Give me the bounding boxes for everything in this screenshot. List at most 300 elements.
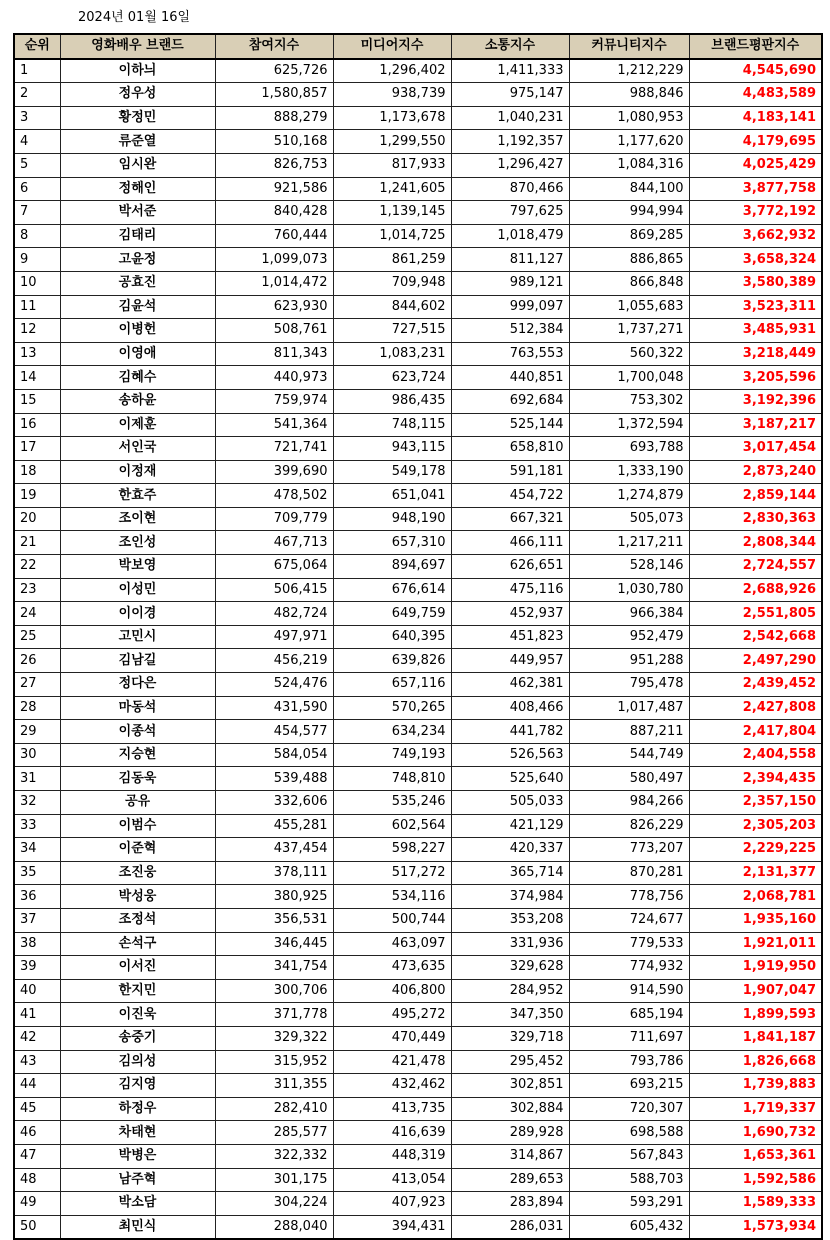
media-cell: 407,923 bbox=[333, 1192, 451, 1216]
reputation-score-cell: 3,017,454 bbox=[689, 437, 822, 461]
communication-cell: 512,384 bbox=[451, 319, 569, 343]
table-row bbox=[14, 743, 822, 767]
communication-cell: 374,984 bbox=[451, 885, 569, 909]
media-cell: 416,639 bbox=[333, 1121, 451, 1145]
rank-cell: 32 bbox=[14, 791, 60, 815]
participation-cell: 329,322 bbox=[215, 1026, 333, 1050]
actor-name-cell: 이서진 bbox=[60, 956, 215, 980]
rank-cell: 49 bbox=[14, 1192, 60, 1216]
table-row bbox=[14, 885, 822, 909]
table-row bbox=[14, 1074, 822, 1098]
table-row bbox=[14, 908, 822, 932]
actor-name-cell: 정다은 bbox=[60, 673, 215, 697]
actor-name-cell: 김윤석 bbox=[60, 295, 215, 319]
participation-cell: 506,415 bbox=[215, 578, 333, 602]
table-row bbox=[14, 484, 822, 508]
rank-cell: 15 bbox=[14, 389, 60, 413]
actor-name-cell: 서인국 bbox=[60, 437, 215, 461]
rank-cell: 24 bbox=[14, 602, 60, 626]
participation-cell: 341,754 bbox=[215, 956, 333, 980]
community-cell: 1,217,211 bbox=[569, 531, 689, 555]
header-rank: 순위 bbox=[14, 34, 60, 59]
community-cell: 984,266 bbox=[569, 791, 689, 815]
rank-cell: 20 bbox=[14, 507, 60, 531]
media-cell: 948,190 bbox=[333, 507, 451, 531]
rank-cell: 23 bbox=[14, 578, 60, 602]
reputation-score-cell: 1,690,732 bbox=[689, 1121, 822, 1145]
rank-cell: 18 bbox=[14, 460, 60, 484]
rank-cell: 30 bbox=[14, 743, 60, 767]
community-cell: 693,788 bbox=[569, 437, 689, 461]
rank-cell: 47 bbox=[14, 1144, 60, 1168]
community-cell: 685,194 bbox=[569, 1003, 689, 1027]
reputation-score-cell: 3,523,311 bbox=[689, 295, 822, 319]
participation-cell: 440,973 bbox=[215, 366, 333, 390]
participation-cell: 371,778 bbox=[215, 1003, 333, 1027]
rank-cell: 17 bbox=[14, 437, 60, 461]
community-cell: 1,030,780 bbox=[569, 578, 689, 602]
reputation-score-cell: 1,589,333 bbox=[689, 1192, 822, 1216]
reputation-score-cell: 2,542,668 bbox=[689, 625, 822, 649]
table-row bbox=[14, 696, 822, 720]
media-cell: 640,395 bbox=[333, 625, 451, 649]
communication-cell: 525,640 bbox=[451, 767, 569, 791]
communication-cell: 989,121 bbox=[451, 271, 569, 295]
community-cell: 952,479 bbox=[569, 625, 689, 649]
rank-cell: 26 bbox=[14, 649, 60, 673]
rank-cell: 21 bbox=[14, 531, 60, 555]
reputation-score-cell: 3,187,217 bbox=[689, 413, 822, 437]
rank-cell: 10 bbox=[14, 271, 60, 295]
table-row bbox=[14, 342, 822, 366]
community-cell: 1,700,048 bbox=[569, 366, 689, 390]
rank-cell: 22 bbox=[14, 555, 60, 579]
participation-cell: 380,925 bbox=[215, 885, 333, 909]
actor-name-cell: 이제훈 bbox=[60, 413, 215, 437]
reputation-score-cell: 3,218,449 bbox=[689, 342, 822, 366]
rank-cell: 19 bbox=[14, 484, 60, 508]
rank-cell: 29 bbox=[14, 720, 60, 744]
participation-cell: 478,502 bbox=[215, 484, 333, 508]
communication-cell: 526,563 bbox=[451, 743, 569, 767]
reputation-score-cell: 1,921,011 bbox=[689, 932, 822, 956]
table-body bbox=[14, 59, 822, 1240]
reputation-score-cell: 2,873,240 bbox=[689, 460, 822, 484]
actor-name-cell: 김태리 bbox=[60, 224, 215, 248]
rank-cell: 14 bbox=[14, 366, 60, 390]
media-cell: 517,272 bbox=[333, 861, 451, 885]
rank-cell: 39 bbox=[14, 956, 60, 980]
community-cell: 711,697 bbox=[569, 1026, 689, 1050]
community-cell: 1,080,953 bbox=[569, 106, 689, 130]
reputation-score-cell: 1,935,160 bbox=[689, 908, 822, 932]
community-cell: 588,703 bbox=[569, 1168, 689, 1192]
reputation-score-cell: 2,394,435 bbox=[689, 767, 822, 791]
communication-cell: 505,033 bbox=[451, 791, 569, 815]
participation-cell: 759,974 bbox=[215, 389, 333, 413]
media-cell: 634,234 bbox=[333, 720, 451, 744]
rank-cell: 7 bbox=[14, 201, 60, 225]
table-row bbox=[14, 861, 822, 885]
table-row bbox=[14, 1003, 822, 1027]
participation-cell: 508,761 bbox=[215, 319, 333, 343]
header-communication: 소통지수 bbox=[451, 34, 569, 59]
community-cell: 1,737,271 bbox=[569, 319, 689, 343]
community-cell: 795,478 bbox=[569, 673, 689, 697]
communication-cell: 295,452 bbox=[451, 1050, 569, 1074]
participation-cell: 625,726 bbox=[215, 59, 333, 83]
communication-cell: 451,823 bbox=[451, 625, 569, 649]
table-row bbox=[14, 720, 822, 744]
participation-cell: 322,332 bbox=[215, 1144, 333, 1168]
media-cell: 727,515 bbox=[333, 319, 451, 343]
participation-cell: 888,279 bbox=[215, 106, 333, 130]
reputation-score-cell: 4,025,429 bbox=[689, 153, 822, 177]
communication-cell: 420,337 bbox=[451, 838, 569, 862]
participation-cell: 356,531 bbox=[215, 908, 333, 932]
actor-name-cell: 손석구 bbox=[60, 932, 215, 956]
actor-name-cell: 고윤정 bbox=[60, 248, 215, 272]
rank-cell: 25 bbox=[14, 625, 60, 649]
media-cell: 463,097 bbox=[333, 932, 451, 956]
communication-cell: 302,851 bbox=[451, 1074, 569, 1098]
participation-cell: 1,014,472 bbox=[215, 271, 333, 295]
media-cell: 709,948 bbox=[333, 271, 451, 295]
actor-name-cell: 김동욱 bbox=[60, 767, 215, 791]
rank-cell: 43 bbox=[14, 1050, 60, 1074]
reputation-score-cell: 2,068,781 bbox=[689, 885, 822, 909]
table-header-row bbox=[14, 34, 822, 59]
rank-cell: 38 bbox=[14, 932, 60, 956]
community-cell: 505,073 bbox=[569, 507, 689, 531]
reputation-score-cell: 2,404,558 bbox=[689, 743, 822, 767]
reputation-score-cell: 1,907,047 bbox=[689, 979, 822, 1003]
communication-cell: 408,466 bbox=[451, 696, 569, 720]
communication-cell: 449,957 bbox=[451, 649, 569, 673]
reputation-score-cell: 1,899,593 bbox=[689, 1003, 822, 1027]
table-row bbox=[14, 153, 822, 177]
reputation-score-cell: 2,808,344 bbox=[689, 531, 822, 555]
table-row bbox=[14, 1121, 822, 1145]
media-cell: 1,083,231 bbox=[333, 342, 451, 366]
reputation-score-cell: 3,772,192 bbox=[689, 201, 822, 225]
rank-cell: 33 bbox=[14, 814, 60, 838]
communication-cell: 797,625 bbox=[451, 201, 569, 225]
table-row bbox=[14, 1144, 822, 1168]
communication-cell: 1,296,427 bbox=[451, 153, 569, 177]
media-cell: 1,139,145 bbox=[333, 201, 451, 225]
reputation-score-cell: 2,830,363 bbox=[689, 507, 822, 531]
table-row bbox=[14, 673, 822, 697]
communication-cell: 441,782 bbox=[451, 720, 569, 744]
actor-name-cell: 김의성 bbox=[60, 1050, 215, 1074]
communication-cell: 462,381 bbox=[451, 673, 569, 697]
reputation-score-cell: 4,483,589 bbox=[689, 83, 822, 107]
actor-name-cell: 이범수 bbox=[60, 814, 215, 838]
table-row bbox=[14, 1168, 822, 1192]
participation-cell: 304,224 bbox=[215, 1192, 333, 1216]
community-cell: 887,211 bbox=[569, 720, 689, 744]
table-row bbox=[14, 59, 822, 83]
table-row bbox=[14, 271, 822, 295]
reputation-score-cell: 3,485,931 bbox=[689, 319, 822, 343]
participation-cell: 456,219 bbox=[215, 649, 333, 673]
participation-cell: 921,586 bbox=[215, 177, 333, 201]
participation-cell: 455,281 bbox=[215, 814, 333, 838]
rank-cell: 37 bbox=[14, 908, 60, 932]
table-row bbox=[14, 625, 822, 649]
table-row bbox=[14, 389, 822, 413]
community-cell: 1,055,683 bbox=[569, 295, 689, 319]
reputation-score-cell: 4,183,141 bbox=[689, 106, 822, 130]
community-cell: 866,848 bbox=[569, 271, 689, 295]
community-cell: 560,322 bbox=[569, 342, 689, 366]
reputation-score-cell: 2,439,452 bbox=[689, 673, 822, 697]
brand-reputation-table bbox=[13, 33, 823, 1240]
reputation-score-cell: 3,662,932 bbox=[689, 224, 822, 248]
community-cell: 1,333,190 bbox=[569, 460, 689, 484]
rank-cell: 34 bbox=[14, 838, 60, 862]
table-row bbox=[14, 366, 822, 390]
reputation-score-cell: 2,688,926 bbox=[689, 578, 822, 602]
participation-cell: 510,168 bbox=[215, 130, 333, 154]
media-cell: 473,635 bbox=[333, 956, 451, 980]
participation-cell: 675,064 bbox=[215, 555, 333, 579]
actor-name-cell: 최민식 bbox=[60, 1215, 215, 1239]
participation-cell: 315,952 bbox=[215, 1050, 333, 1074]
communication-cell: 763,553 bbox=[451, 342, 569, 366]
media-cell: 748,115 bbox=[333, 413, 451, 437]
participation-cell: 346,445 bbox=[215, 932, 333, 956]
community-cell: 580,497 bbox=[569, 767, 689, 791]
reputation-score-cell: 2,859,144 bbox=[689, 484, 822, 508]
rank-cell: 31 bbox=[14, 767, 60, 791]
communication-cell: 1,040,231 bbox=[451, 106, 569, 130]
reputation-score-cell: 4,179,695 bbox=[689, 130, 822, 154]
communication-cell: 353,208 bbox=[451, 908, 569, 932]
media-cell: 657,116 bbox=[333, 673, 451, 697]
communication-cell: 329,718 bbox=[451, 1026, 569, 1050]
rank-cell: 40 bbox=[14, 979, 60, 1003]
participation-cell: 623,930 bbox=[215, 295, 333, 319]
community-cell: 779,533 bbox=[569, 932, 689, 956]
community-cell: 994,994 bbox=[569, 201, 689, 225]
participation-cell: 301,175 bbox=[215, 1168, 333, 1192]
reputation-score-cell: 2,131,377 bbox=[689, 861, 822, 885]
community-cell: 753,302 bbox=[569, 389, 689, 413]
communication-cell: 331,936 bbox=[451, 932, 569, 956]
community-cell: 844,100 bbox=[569, 177, 689, 201]
reputation-score-cell: 1,573,934 bbox=[689, 1215, 822, 1239]
actor-name-cell: 이하늬 bbox=[60, 59, 215, 83]
reputation-score-cell: 2,551,805 bbox=[689, 602, 822, 626]
community-cell: 793,786 bbox=[569, 1050, 689, 1074]
participation-cell: 1,099,073 bbox=[215, 248, 333, 272]
community-cell: 870,281 bbox=[569, 861, 689, 885]
reputation-score-cell: 1,592,586 bbox=[689, 1168, 822, 1192]
reputation-score-cell: 3,877,758 bbox=[689, 177, 822, 201]
table-row bbox=[14, 177, 822, 201]
communication-cell: 975,147 bbox=[451, 83, 569, 107]
media-cell: 748,810 bbox=[333, 767, 451, 791]
actor-name-cell: 정우성 bbox=[60, 83, 215, 107]
communication-cell: 1,018,479 bbox=[451, 224, 569, 248]
media-cell: 943,115 bbox=[333, 437, 451, 461]
media-cell: 1,296,402 bbox=[333, 59, 451, 83]
media-cell: 549,178 bbox=[333, 460, 451, 484]
communication-cell: 284,952 bbox=[451, 979, 569, 1003]
rank-cell: 8 bbox=[14, 224, 60, 248]
reputation-score-cell: 3,192,396 bbox=[689, 389, 822, 413]
table-row bbox=[14, 507, 822, 531]
table-row bbox=[14, 295, 822, 319]
actor-name-cell: 김혜수 bbox=[60, 366, 215, 390]
reputation-score-cell: 2,229,225 bbox=[689, 838, 822, 862]
media-cell: 570,265 bbox=[333, 696, 451, 720]
reputation-score-cell: 1,826,668 bbox=[689, 1050, 822, 1074]
rank-cell: 50 bbox=[14, 1215, 60, 1239]
table-row bbox=[14, 248, 822, 272]
communication-cell: 347,350 bbox=[451, 1003, 569, 1027]
community-cell: 1,372,594 bbox=[569, 413, 689, 437]
participation-cell: 541,364 bbox=[215, 413, 333, 437]
reputation-score-cell: 1,739,883 bbox=[689, 1074, 822, 1098]
actor-name-cell: 박소담 bbox=[60, 1192, 215, 1216]
media-cell: 598,227 bbox=[333, 838, 451, 862]
actor-name-cell: 하정우 bbox=[60, 1097, 215, 1121]
media-cell: 432,462 bbox=[333, 1074, 451, 1098]
rank-cell: 9 bbox=[14, 248, 60, 272]
participation-cell: 709,779 bbox=[215, 507, 333, 531]
table-row bbox=[14, 1215, 822, 1239]
table-row bbox=[14, 602, 822, 626]
reputation-score-cell: 3,580,389 bbox=[689, 271, 822, 295]
participation-cell: 431,590 bbox=[215, 696, 333, 720]
rank-cell: 6 bbox=[14, 177, 60, 201]
media-cell: 535,246 bbox=[333, 791, 451, 815]
reputation-score-cell: 3,205,596 bbox=[689, 366, 822, 390]
actor-name-cell: 한지민 bbox=[60, 979, 215, 1003]
rank-cell: 13 bbox=[14, 342, 60, 366]
table-row bbox=[14, 555, 822, 579]
actor-name-cell: 박성웅 bbox=[60, 885, 215, 909]
communication-cell: 452,937 bbox=[451, 602, 569, 626]
media-cell: 500,744 bbox=[333, 908, 451, 932]
media-cell: 1,299,550 bbox=[333, 130, 451, 154]
table-row bbox=[14, 814, 822, 838]
table-row bbox=[14, 932, 822, 956]
media-cell: 1,173,678 bbox=[333, 106, 451, 130]
table-row bbox=[14, 437, 822, 461]
table-row bbox=[14, 838, 822, 862]
media-cell: 861,259 bbox=[333, 248, 451, 272]
communication-cell: 421,129 bbox=[451, 814, 569, 838]
communication-cell: 466,111 bbox=[451, 531, 569, 555]
media-cell: 406,800 bbox=[333, 979, 451, 1003]
communication-cell: 591,181 bbox=[451, 460, 569, 484]
reputation-score-cell: 2,357,150 bbox=[689, 791, 822, 815]
media-cell: 534,116 bbox=[333, 885, 451, 909]
rank-cell: 42 bbox=[14, 1026, 60, 1050]
participation-cell: 437,454 bbox=[215, 838, 333, 862]
community-cell: 774,932 bbox=[569, 956, 689, 980]
community-cell: 593,291 bbox=[569, 1192, 689, 1216]
actor-name-cell: 조인성 bbox=[60, 531, 215, 555]
community-cell: 605,432 bbox=[569, 1215, 689, 1239]
participation-cell: 378,111 bbox=[215, 861, 333, 885]
participation-cell: 811,343 bbox=[215, 342, 333, 366]
media-cell: 470,449 bbox=[333, 1026, 451, 1050]
actor-name-cell: 이이경 bbox=[60, 602, 215, 626]
rank-cell: 35 bbox=[14, 861, 60, 885]
table-row bbox=[14, 460, 822, 484]
community-cell: 988,846 bbox=[569, 83, 689, 107]
rank-cell: 44 bbox=[14, 1074, 60, 1098]
community-cell: 914,590 bbox=[569, 979, 689, 1003]
media-cell: 413,054 bbox=[333, 1168, 451, 1192]
community-cell: 567,843 bbox=[569, 1144, 689, 1168]
participation-cell: 721,741 bbox=[215, 437, 333, 461]
community-cell: 724,677 bbox=[569, 908, 689, 932]
communication-cell: 314,867 bbox=[451, 1144, 569, 1168]
participation-cell: 539,488 bbox=[215, 767, 333, 791]
rank-cell: 11 bbox=[14, 295, 60, 319]
table-row bbox=[14, 531, 822, 555]
media-cell: 894,697 bbox=[333, 555, 451, 579]
reputation-score-cell: 2,305,203 bbox=[689, 814, 822, 838]
community-cell: 698,588 bbox=[569, 1121, 689, 1145]
communication-cell: 667,321 bbox=[451, 507, 569, 531]
actor-name-cell: 송하윤 bbox=[60, 389, 215, 413]
rank-cell: 36 bbox=[14, 885, 60, 909]
communication-cell: 365,714 bbox=[451, 861, 569, 885]
participation-cell: 840,428 bbox=[215, 201, 333, 225]
media-cell: 639,826 bbox=[333, 649, 451, 673]
header-media: 미디어지수 bbox=[333, 34, 451, 59]
actor-name-cell: 이병헌 bbox=[60, 319, 215, 343]
table-row bbox=[14, 130, 822, 154]
actor-name-cell: 임시완 bbox=[60, 153, 215, 177]
media-cell: 986,435 bbox=[333, 389, 451, 413]
participation-cell: 826,753 bbox=[215, 153, 333, 177]
rank-cell: 3 bbox=[14, 106, 60, 130]
rank-cell: 27 bbox=[14, 673, 60, 697]
media-cell: 844,602 bbox=[333, 295, 451, 319]
participation-cell: 482,724 bbox=[215, 602, 333, 626]
communication-cell: 870,466 bbox=[451, 177, 569, 201]
communication-cell: 1,192,357 bbox=[451, 130, 569, 154]
rank-cell: 12 bbox=[14, 319, 60, 343]
media-cell: 749,193 bbox=[333, 743, 451, 767]
communication-cell: 1,411,333 bbox=[451, 59, 569, 83]
community-cell: 1,274,879 bbox=[569, 484, 689, 508]
communication-cell: 454,722 bbox=[451, 484, 569, 508]
communication-cell: 329,628 bbox=[451, 956, 569, 980]
participation-cell: 288,040 bbox=[215, 1215, 333, 1239]
header-community: 커뮤니티지수 bbox=[569, 34, 689, 59]
communication-cell: 289,928 bbox=[451, 1121, 569, 1145]
participation-cell: 497,971 bbox=[215, 625, 333, 649]
actor-name-cell: 한효주 bbox=[60, 484, 215, 508]
actor-name-cell: 박보영 bbox=[60, 555, 215, 579]
community-cell: 773,207 bbox=[569, 838, 689, 862]
media-cell: 413,735 bbox=[333, 1097, 451, 1121]
actor-name-cell: 송중기 bbox=[60, 1026, 215, 1050]
rank-cell: 28 bbox=[14, 696, 60, 720]
communication-cell: 525,144 bbox=[451, 413, 569, 437]
media-cell: 1,014,725 bbox=[333, 224, 451, 248]
media-cell: 1,241,605 bbox=[333, 177, 451, 201]
